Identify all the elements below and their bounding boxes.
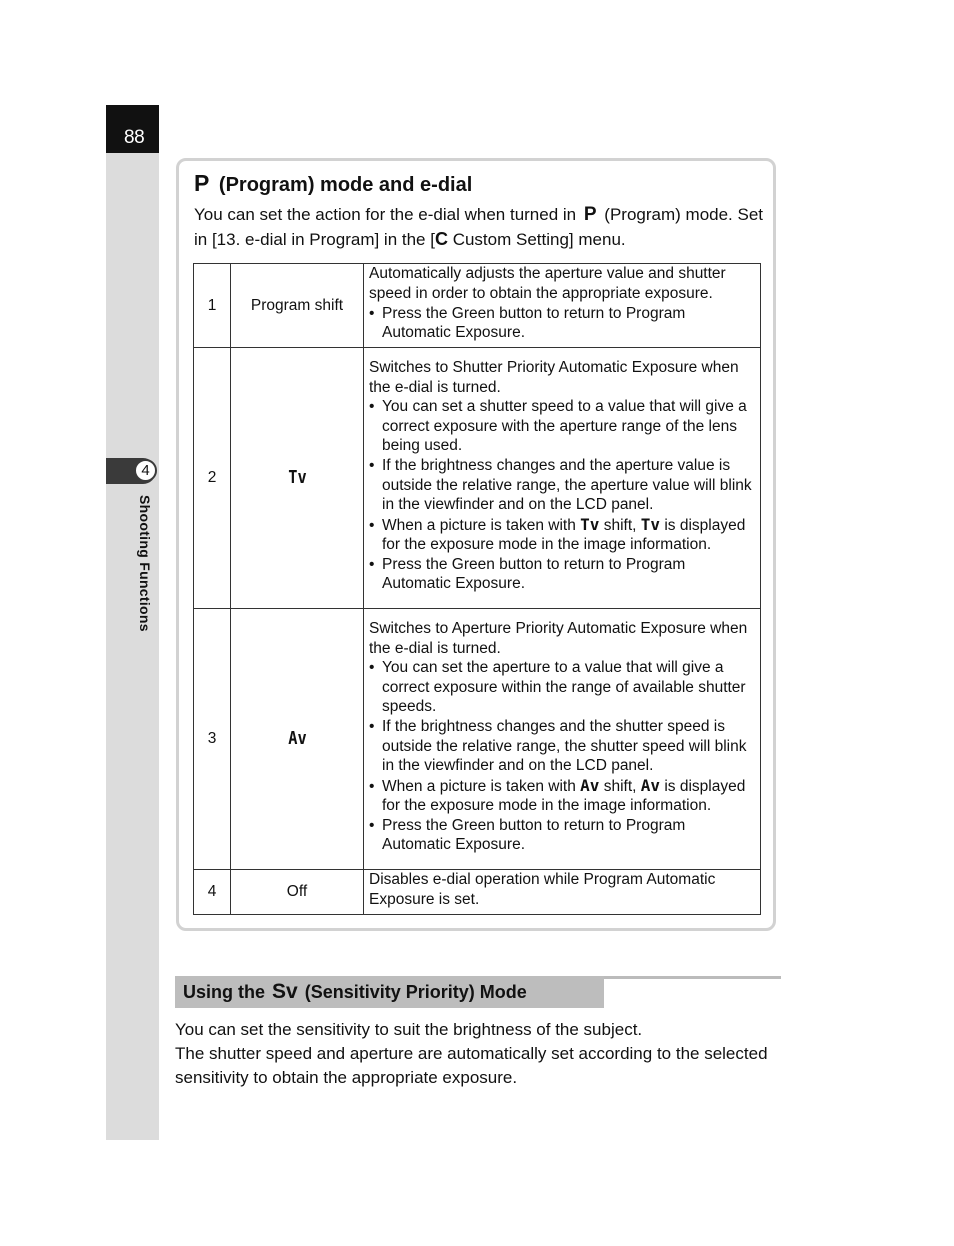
setting-description [364, 870, 761, 915]
bullet-text: shift, [603, 516, 637, 534]
intro-text-3: Custom Setting] menu. [452, 230, 626, 249]
description-bullet: • Press the Green button to return to Program Automatic Exposure. [369, 816, 754, 855]
setting-description [364, 264, 761, 348]
description-bullet: • If the brightness changes and the aperture value is outside the relative range, the aperture value will blink in the viewfinder and on the LCD panel. [369, 456, 754, 515]
sensitivity-priority-icon: Sv [272, 980, 298, 1003]
paragraph: The shutter speed and aperture are automatically set according to the selected sensitivity to obtain the appropriate exposure. [175, 1044, 768, 1087]
chapter-number: 4 [134, 459, 157, 482]
table-row [194, 870, 761, 915]
setting-description [364, 609, 761, 870]
bullet-text: shift, [603, 777, 637, 795]
row-number: 4 [194, 870, 231, 915]
note-title [194, 170, 472, 197]
description-lead: Disables e-dial operation while Program Automatic Exposure is set. [369, 871, 716, 908]
setting-name: Off [231, 870, 364, 915]
description-lead: Switches to Shutter Priority Automatic Exposure when the e-dial is turned. [369, 358, 739, 396]
e-dial-settings-table [193, 263, 761, 915]
heading-text: Using the [183, 982, 266, 1002]
program-mode-icon: P [583, 204, 597, 225]
note-title-text: (Program) mode and e-dial [218, 174, 473, 196]
custom-menu-icon: C [434, 229, 448, 249]
av-icon: Av [640, 775, 661, 795]
description-lead: Automatically adjusts the aperture value and shutter speed in order to obtain the appropriate exposure. [369, 265, 726, 302]
description-lead: Switches to Aperture Priority Automatic Exposure when the e-dial is turned. [369, 619, 748, 657]
note-intro [194, 203, 766, 252]
bullet-text: When a picture is taken with [382, 516, 576, 534]
tv-icon: Tv [640, 514, 661, 534]
section-body [175, 1018, 775, 1090]
bullet-text: is displayed for the exposure mode in the image information. [382, 516, 746, 554]
description-bullet [369, 776, 754, 816]
row-number: 3 [194, 609, 231, 870]
table-row [194, 264, 761, 348]
description-bullet [369, 515, 754, 555]
row-number: 1 [194, 264, 231, 348]
paragraph: You can set the sensitivity to suit the brightness of the subject. [175, 1020, 643, 1039]
setting-name: Program shift [231, 264, 364, 348]
description-bullet: • You can set a shutter speed to a value that will give a correct exposure with the aperture range of the lens being used. [369, 397, 754, 456]
row-number: 2 [194, 348, 231, 609]
description-bullet: • You can set the aperture to a value that will give a correct exposure within the range of available shutter speeds. [369, 658, 754, 717]
intro-text-1: You can set the action for the e-dial when turned in [194, 205, 577, 224]
bullet-text: When a picture is taken with [382, 777, 576, 795]
chapter-label: Shooting Functions [137, 495, 153, 632]
program-mode-icon: P [194, 170, 210, 196]
description-bullet: • Press the Green button to return to Program Automatic Exposure. [369, 555, 754, 594]
heading-text: (Sensitivity Priority) Mode [304, 982, 527, 1002]
table-row [194, 609, 761, 870]
shutter-priority-icon: Tv [240, 348, 353, 609]
tv-icon: Tv [580, 514, 600, 534]
section-heading [183, 980, 527, 1004]
aperture-priority-icon: Av [240, 609, 353, 870]
setting-description [364, 348, 761, 609]
table-row [194, 348, 761, 609]
description-bullet: • Press the Green button to return to Program Automatic Exposure. [369, 304, 754, 343]
intro-text-2: (Program) mode. Set in [13. e-dial in Program] in the [ [194, 205, 764, 249]
bullet-text: is displayed for the exposure mode in the image information. [382, 777, 746, 815]
description-bullet: • If the brightness changes and the shutter speed is outside the relative range, the shutter speed will blink in the viewfinder and on the LCD panel. [369, 717, 754, 776]
av-icon: Av [580, 775, 600, 795]
page-number: 88 [124, 127, 145, 148]
